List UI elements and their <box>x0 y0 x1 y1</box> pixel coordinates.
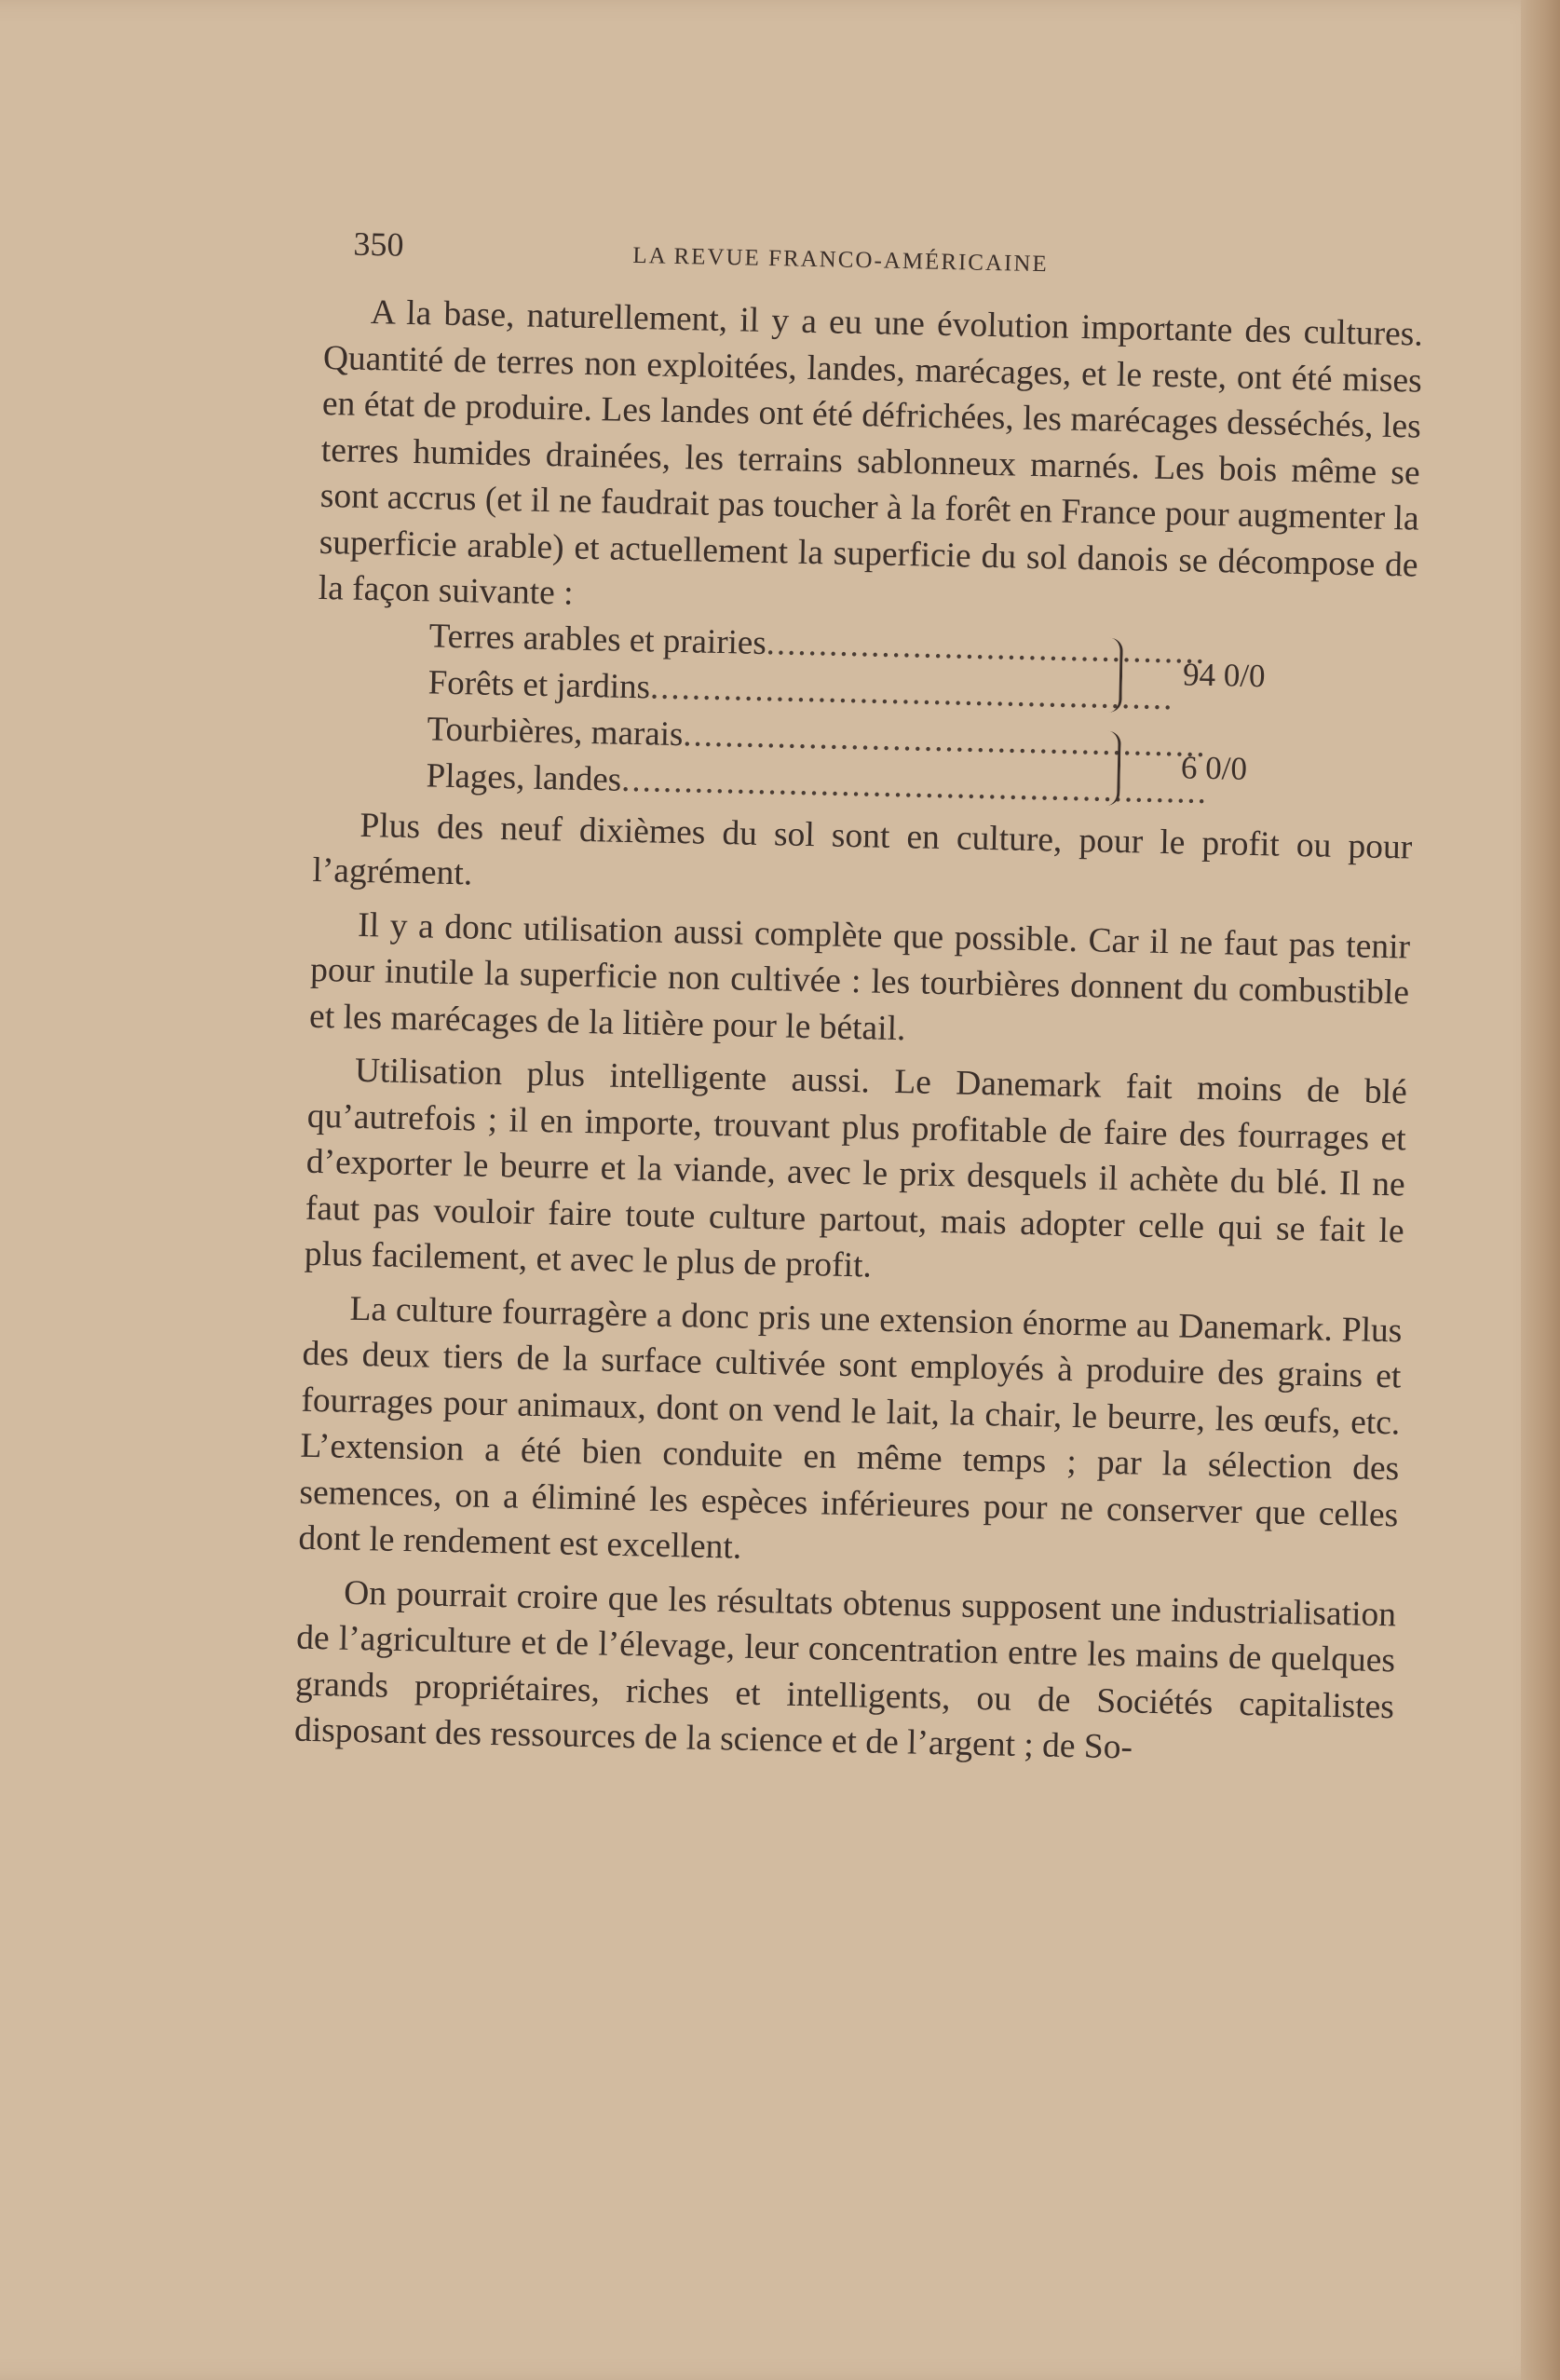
row-label: Plages, landes <box>426 755 622 799</box>
page-edge <box>1521 0 1560 2380</box>
brace <box>1104 637 1123 712</box>
group-percent: 94 0/0 <box>1182 655 1266 694</box>
dot-leader: .......................................... <box>766 623 1207 672</box>
paragraph-6: On pourrait croire que les résultats obtenus supposent une industrialisation de l’agriculture et de l’élevage, leur concentration entre les mains de quelques grands propriétaires, riches et intelligents, ou de Sociétés capitalistes disposant des ressources de la science et de l’argent ; de So- <box>293 1573 1397 1767</box>
land-use-table <box>314 613 1435 823</box>
page-content <box>294 224 1444 1776</box>
page-number: 350 <box>353 224 404 264</box>
dot-leader: ........................................................ <box>620 760 1209 811</box>
paragraph-3: Il y a donc utilisation aussi complète que possible. Car il ne faut pas tenir pour inutile la superficie non cultivée : les tourbières donnent du combustible et les marécages de la litière pour le bétail. <box>308 905 1411 1048</box>
paragraph-1: A la base, naturellement, il y a eu une évolution importante des cultures. Quantité de terres non exploitées, landes, marécages, et le reste, ont été mises en état de produire. Les landes ont été défrichées, les marécages desséchés, les terres humides drainées, les terrains sablonneux marnés. Les bois même se sont accrus (et il ne faudrait pas toucher à la forêt en France pour augmenter la superficie arable) et actuellement la superficie du sol danois se décompose de la façon suivante : <box>318 293 1424 613</box>
paragraph-4: Utilisation plus intelligente aussi. Le Danemark fait moins de blé qu’autrefois ; il en importe, trouvant plus profitable de faire des fourrages et d’exporter le beurre et la viande, avec le prix desquels il achète du blé. Il ne faut pas vouloir faire toute culture partout, mais adopter celle qui se fait le plus facilement, et avec le plus de profit. <box>304 1051 1408 1285</box>
row-label: Terres arables et prairies <box>428 616 767 662</box>
group-percent: 6 0/0 <box>1180 748 1248 787</box>
paragraph-2: Plus des neuf dixièmes du sol sont en culture, pour le profit ou pour l’agrément. <box>312 806 1413 893</box>
dot-leader: .................................................. <box>682 714 1208 765</box>
row-label: Tourbières, marais <box>427 709 684 754</box>
dot-leader: .................................................. <box>649 667 1174 717</box>
paragraph-5: La culture fourragère a donc pris une extension énorme au Danemark. Plus des deux tiers de la surface cultivée sont employés à produire des grains et fourrages pour animaux, dont on vend le lait, la chair, le beurre, les œufs, etc. L’extension a été bien conduite en même temps ; par la sélection des semences, on a éliminé les espèces inférieures pour ne conserver que celles dont le rendement est excellent. <box>298 1289 1403 1567</box>
row-label: Forêts et jardins <box>427 662 651 706</box>
brace <box>1102 730 1121 805</box>
running-title: LA REVUE FRANCO-AMÉRICAINE <box>632 242 1049 278</box>
